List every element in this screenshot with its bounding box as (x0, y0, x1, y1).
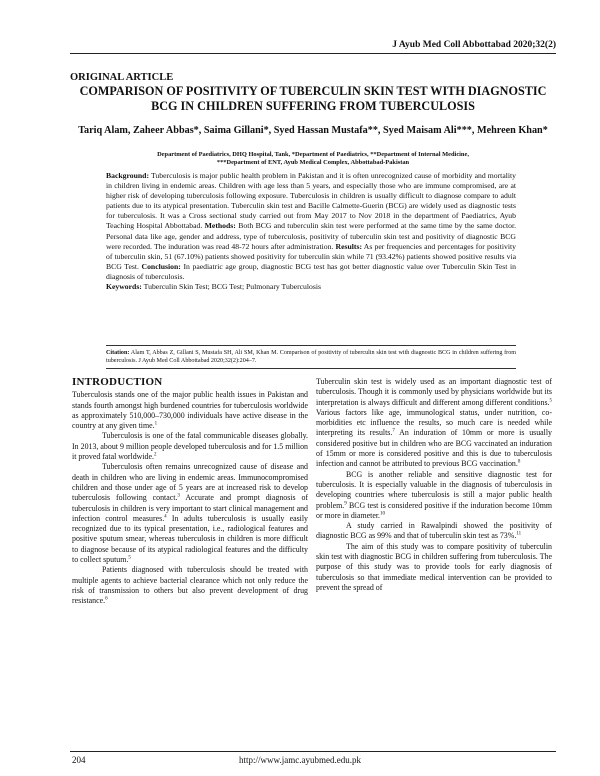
background-text: Tuberculosis is major public health problem in Pakistan and it is often unrecognized cause of morbidity and mortality in children living in endemic areas. Children with age less than 5 years, and especially those who are immune compromised, are at higher risk of developing tuberculosis following exposure. Tuberculosis in children is usually difficult to diagnose compare to adult patients due to its atypical presentation. Tuberculin skin test and Bacille Calmette-Guerin (BCG) are widely used as diagnostic tests for tuberculosis. It was a Cross sectional study carried out from May 2017 to Nov 2018 in the department of Paediatrics, Ayub Teaching Hospital Abbottabad. (106, 171, 516, 231)
left-column (72, 377, 308, 607)
paragraph: Patients diagnosed with tuberculosis should be treated with multiple agents to achieve bacterial clearance which not only reduce the risk of transmission to others but also prevent development of drug resistance.$^6$ (72, 565, 308, 606)
keywords-text: Tuberculin Skin Test; BCG Test; Pulmonary Tuberculosis (143, 282, 321, 292)
reference-mark: 9 (344, 500, 347, 506)
paragraph: Tuberculin skin test is widely used as an important diagnostic test of tuberculosis. Though it is commonly used by physicians worldwide but its interpretation is always difficult and different among different conditions.$^5$ Various factors like age, immunological status, under nutrition, co-morbidities etc influence the results, so much care is needed while interpreting its results.$^7$ An induration of 10mm or more is usually considered positive but in children who are BCG vaccinated an induration of 15mm or more is considered positive and this is due to tuberculosis infection and cannot be attributed to previous BCG vaccination.$^8$ (316, 377, 552, 469)
background-label: Background: (106, 171, 150, 180)
keywords-label: Keywords: (106, 282, 142, 292)
reference-mark: 5 (549, 397, 552, 403)
paragraph: Tuberculosis stands one of the major public health issues in Pakistan and stands fourth amongst high burdened countries for tuberculosis worldwide as approximately 510,000–730,000 individuals have active disease in the country at any given time.$^1$ (72, 390, 308, 431)
introduction-heading: INTRODUCTION (72, 376, 163, 388)
reference-mark: 4 (164, 514, 167, 520)
citation-text: Alam T, Abbas Z, Gillani S, Mustafa SH, Ali SM, Khan M. Comparison of positivity of tuberculin skin test with diagnostic BCG in children suffering from tuberculosis. J Ayub Med Coll Abbottabad 2020;32(2):204–7. (106, 350, 517, 364)
reference-mark: 7 (392, 428, 395, 434)
citation-rule-bottom (106, 368, 516, 369)
affiliations (70, 151, 556, 167)
journal-header: J Ayub Med Coll Abbottabad 2020;32(2) (392, 40, 556, 50)
reference-mark: 11 (516, 531, 522, 537)
footer-rule (70, 751, 556, 752)
paragraph: A study carried in Rawalpindi showed the positivity of diagnostic BCG as 99% and that of tuberculin skin test as 73%.$^{11}$ (316, 521, 552, 541)
paragraph: Tuberculosis is one of the fatal communicable diseases globally. In 2013, about 9 million people developed tuberculosis and for 1.5 million it proved fatal worldwide.$^2$ (72, 431, 308, 462)
results-text: As per frequencies and percentages for positivity of tuberculin skin, 51 (67.10%) patients showed positivity for tuberculin skin while 71 (93.42%) patients showed positive results via BCG Test. (106, 241, 516, 271)
abstract-rule-top (106, 345, 516, 346)
reference-mark: 6 (105, 596, 108, 602)
reference-mark: 10 (379, 511, 385, 517)
paragraph: The aim of this study was to compare positivity of tuberculin skin test with diagnostic BCG in children suffering from tuberculosis. The purpose of this study was to provide tools for early diagnosis of tuberculosis so that immediate medical intervention can be provided to prevent the spread of (316, 541, 552, 592)
abstract (106, 171, 516, 292)
paragraph: Tuberculosis often remains unrecognized cause of disease and death in children who are living in endemic areas. Immunocompromised children and those under age of 5 years are at increased risk to develop tuberculosis following contact.$^3$ Accurate and prompt diagnosis of tuberculosis in children is very important to start clinical management and infection control measures.$^4$ In adults tuberculosis is usually easily recognized due to its typical presentation, i.e., radiological features and positive sputum smear, whereas tuberculosis in children is more difficult to diagnose because of its atypical radiological features and the difficulty to collect sputum.$^5$ (72, 462, 309, 565)
reference-mark: 8 (517, 459, 521, 465)
methods-text: Both BCG and tuberculin skin test were performed at the same time by the same doctor. Personal data like age, gender and address, type of tuberculosis, positivity of tuberculin skin test and positivity of diagnostic BCG were recorded. The induration was read 48-72 hours after administration. (106, 221, 517, 251)
affiliation-line-1: Department of Paediatrics, DHQ Hospital, Tank, *Department of Paediatrics, **Department of Internal Medicine, (157, 151, 469, 158)
reference-mark: 1 (154, 421, 158, 427)
author-list: Tariq Alam, Zaheer Abbas*, Saima Gillani*, Syed Hassan Mustafa**, Syed Maisam Ali***, Mehreen Khan* (78, 125, 548, 136)
reference-mark: 3 (177, 493, 180, 499)
reference-mark: 5 (128, 555, 131, 561)
right-column (316, 377, 552, 593)
results-label: Results: (335, 241, 363, 251)
conclusion-text: In paediatric age group, diagnostic BCG test has got better diagnostic value over Tuberculin Skin Test in diagnosis of tuberculosis. (106, 261, 517, 281)
affiliation-line-2: ***Department of ENT, Ayub Medical Complex, Abbottabad-Pakistan (216, 159, 410, 166)
reference-mark: 2 (153, 452, 157, 458)
page-number: 204 (72, 755, 86, 765)
paragraph: BCG is another reliable and sensitive diagnostic test for tuberculosis. It is especially valuable in the diagnosis of tuberculosis in developing countries where tuberculosis is still a major public health problem.$^9$ BCG test is considered positive if the induration become 10mm or more in diameter.$^{10}$ (316, 469, 552, 520)
citation-label: Citation: (106, 350, 130, 356)
article-type: ORIGINAL ARTICLE (70, 72, 174, 83)
journal-url: http://www.jamc.ayubmed.edu.pk (239, 755, 361, 765)
header-rule (70, 53, 556, 54)
conclusion-label: Conclusion: (141, 261, 181, 271)
methods-label: Methods: (204, 221, 236, 231)
citation (106, 349, 516, 365)
article-title: COMPARISON OF POSITIVITY OF TUBERCULIN SKIN TEST WITH DIAGNOSTIC BCG IN CHILDREN SUFFERING FROM TUBERCULOSIS (79, 84, 547, 113)
